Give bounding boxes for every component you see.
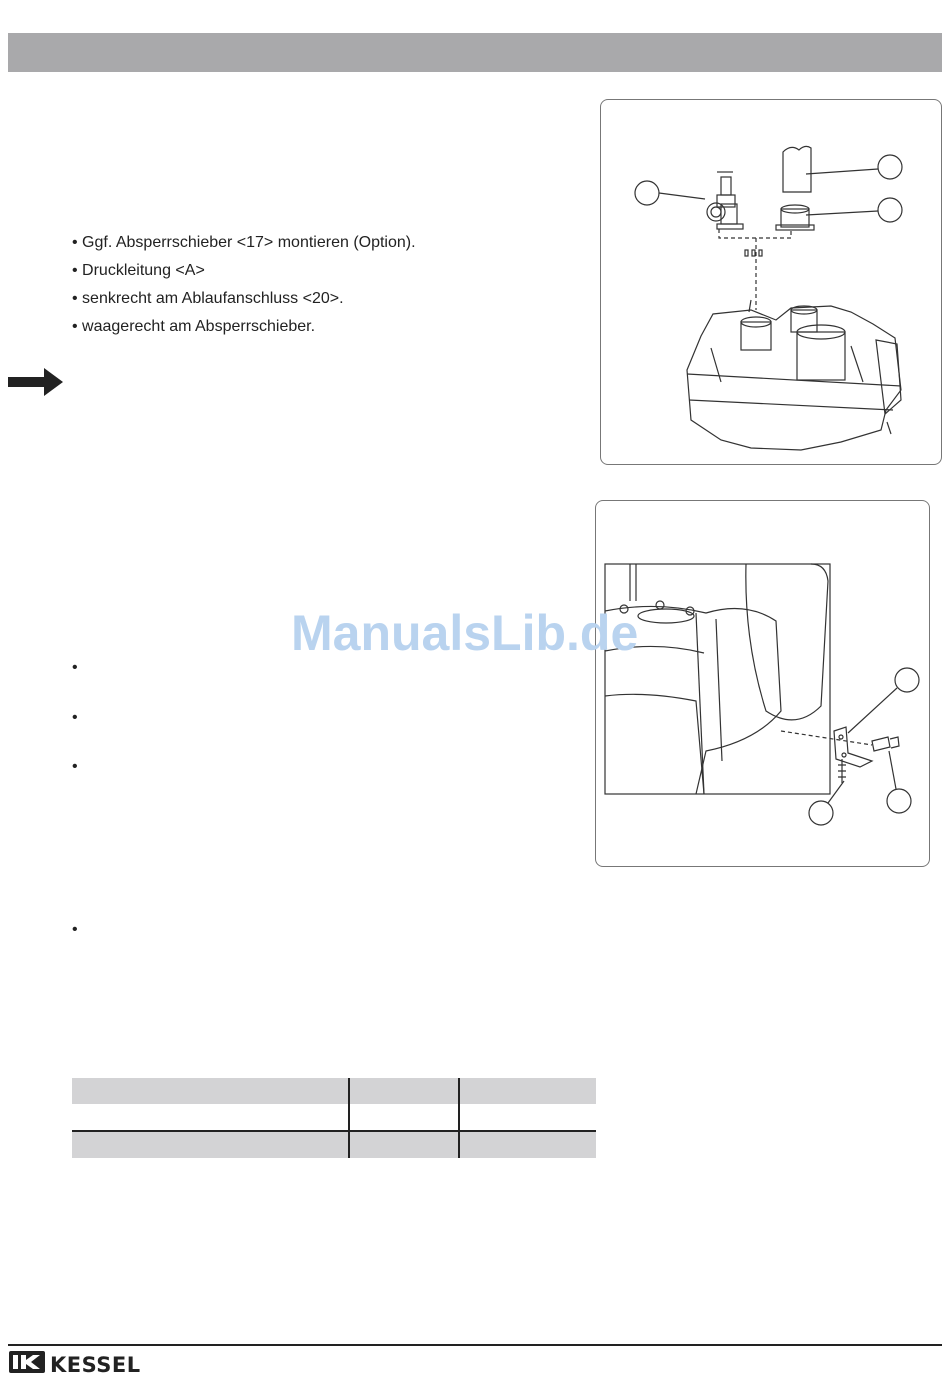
table-cell (459, 1131, 596, 1158)
header-bar (8, 33, 942, 72)
bullet-marker: • (72, 709, 78, 726)
arrow-right-icon (8, 368, 64, 401)
bullet-marker: • (72, 758, 78, 775)
table-cell (349, 1078, 459, 1104)
figure-anchor-bracket (595, 500, 930, 867)
table-cell (72, 1104, 349, 1131)
table-cell (349, 1104, 459, 1131)
table-row (72, 1131, 596, 1158)
table-row (72, 1078, 596, 1104)
instruction-item: • Ggf. Absperrschieber <17> montieren (Option). (72, 234, 416, 251)
table-cell (349, 1131, 459, 1158)
instruction-item: • Druckleitung <A> (72, 262, 205, 279)
footer-rule (8, 1344, 942, 1346)
instruction-list (72, 229, 416, 341)
kessel-logo-icon (9, 1351, 45, 1378)
brand-name: KESSEL (50, 1352, 141, 1377)
figure-pipe-installation (600, 99, 942, 465)
table-cell (459, 1104, 596, 1131)
brand-logo (9, 1351, 141, 1378)
table-row (72, 1104, 596, 1131)
table-cell (72, 1078, 349, 1104)
watermark: ManualsLib.de (291, 605, 639, 661)
instruction-item: • waagerecht am Absperrschieber. (72, 318, 316, 335)
table-cell (72, 1131, 349, 1158)
table-cell (459, 1078, 596, 1104)
data-table (72, 1078, 596, 1158)
instruction-item: • senkrecht am Ablaufanschluss <20>. (72, 290, 344, 307)
bullet-marker: • (72, 921, 78, 938)
bullet-marker: • (72, 659, 78, 676)
